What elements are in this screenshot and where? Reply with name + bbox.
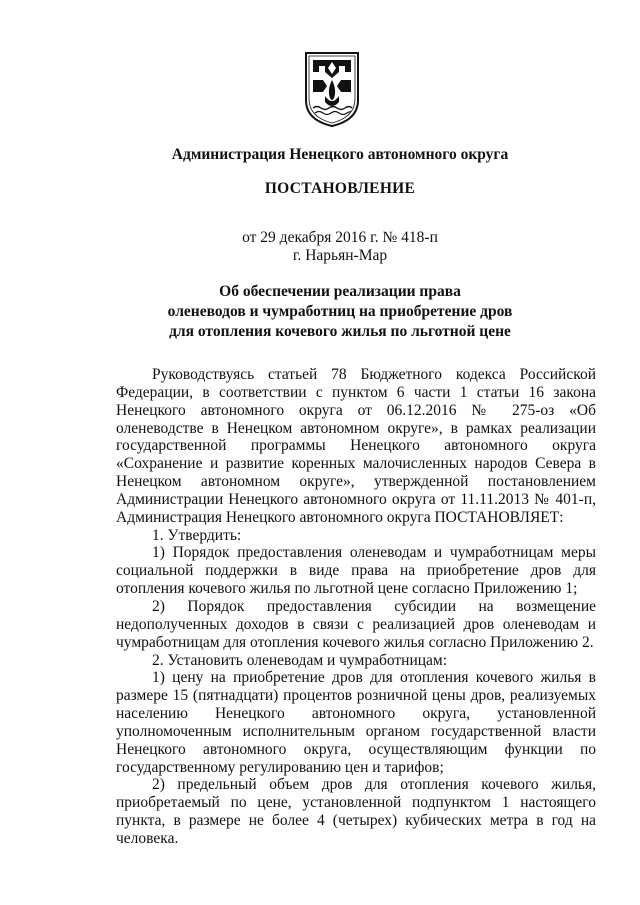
organization-name: Администрация Ненецкого автономного округа bbox=[171, 146, 509, 163]
clause-1-subitem-2: 2) Порядок предоставления субсидии на возмещение недополученных доходов в связи с реализацией дров оленеводам и чумработницам для отопления кочевого жилья согласно Приложению 2. bbox=[116, 597, 596, 651]
clause-2: 2. Установить оленеводам и чумработницам: bbox=[152, 651, 448, 669]
clause-2-subitem-1: 1) цену на приобретение дров для отопления кочевого жилья в размере 15 (пятнадцати) процентов розничной цены дров, реализуемых населению Ненецкого автономного округа, установленной уполномоченным исполнительным органом государственной власти Ненецкого автономного округа, осуществляющим функции по государственному регулированию цен и тарифов; bbox=[116, 669, 596, 776]
document-type: ПОСТАНОВЛЕНИЕ bbox=[264, 180, 416, 197]
clause-1: 1. Утвердить: bbox=[152, 526, 242, 544]
title-line: для отопления кочевого жилья по льготной цене bbox=[169, 323, 511, 340]
clause-2-subitem-2: 2) предельный объем дров для отопления кочевого жилья, приобретаемый по цене, установленной подпунктом 1 настоящего пункта, в размере не более 4 (четырех) кубических метра в год на человека. bbox=[116, 776, 596, 847]
preamble-paragraph: Руководствуясь статьей 78 Бюджетного кодекса Российской Федерации, в соответствии с пунктом 6 части 1 статьи 16 закона Ненецкого автономного округа от 06.12.2016 № 275-оз «Об оленеводстве в Ненецком автономном округе», в рамках реализации государственной программы Ненецкого автономного округа «Сохранение и развитие коренных малочисленных народов Севера в Ненецком автономном округе», утвержденной постановлением Администрации Ненецкого автономного округа от 11.11.2013 № 401-п, Администрация Ненецкого автономного округа ПОСТАНОВЛЯЕТ: bbox=[116, 366, 596, 526]
title-line: Об обеспечении реализации права bbox=[219, 283, 461, 300]
clause-1-subitem-1: 1) Порядок предоставления оленеводам и чумработницам меры социальной поддержки в виде права на приобретение дров для отопления кочевого жилья по льготной цене согласно Приложению 1; bbox=[116, 544, 596, 598]
date-number-line: от 29 декабря 2016 г. № 418-п bbox=[242, 229, 438, 246]
document-title bbox=[0, 282, 640, 342]
place-of-issue: г. Нарьян-Мар bbox=[292, 247, 388, 264]
coat-of-arms-emblem bbox=[303, 50, 361, 128]
title-line: оленеводов и чумработниц на приобретение дров bbox=[167, 303, 513, 320]
document-body bbox=[116, 366, 596, 848]
